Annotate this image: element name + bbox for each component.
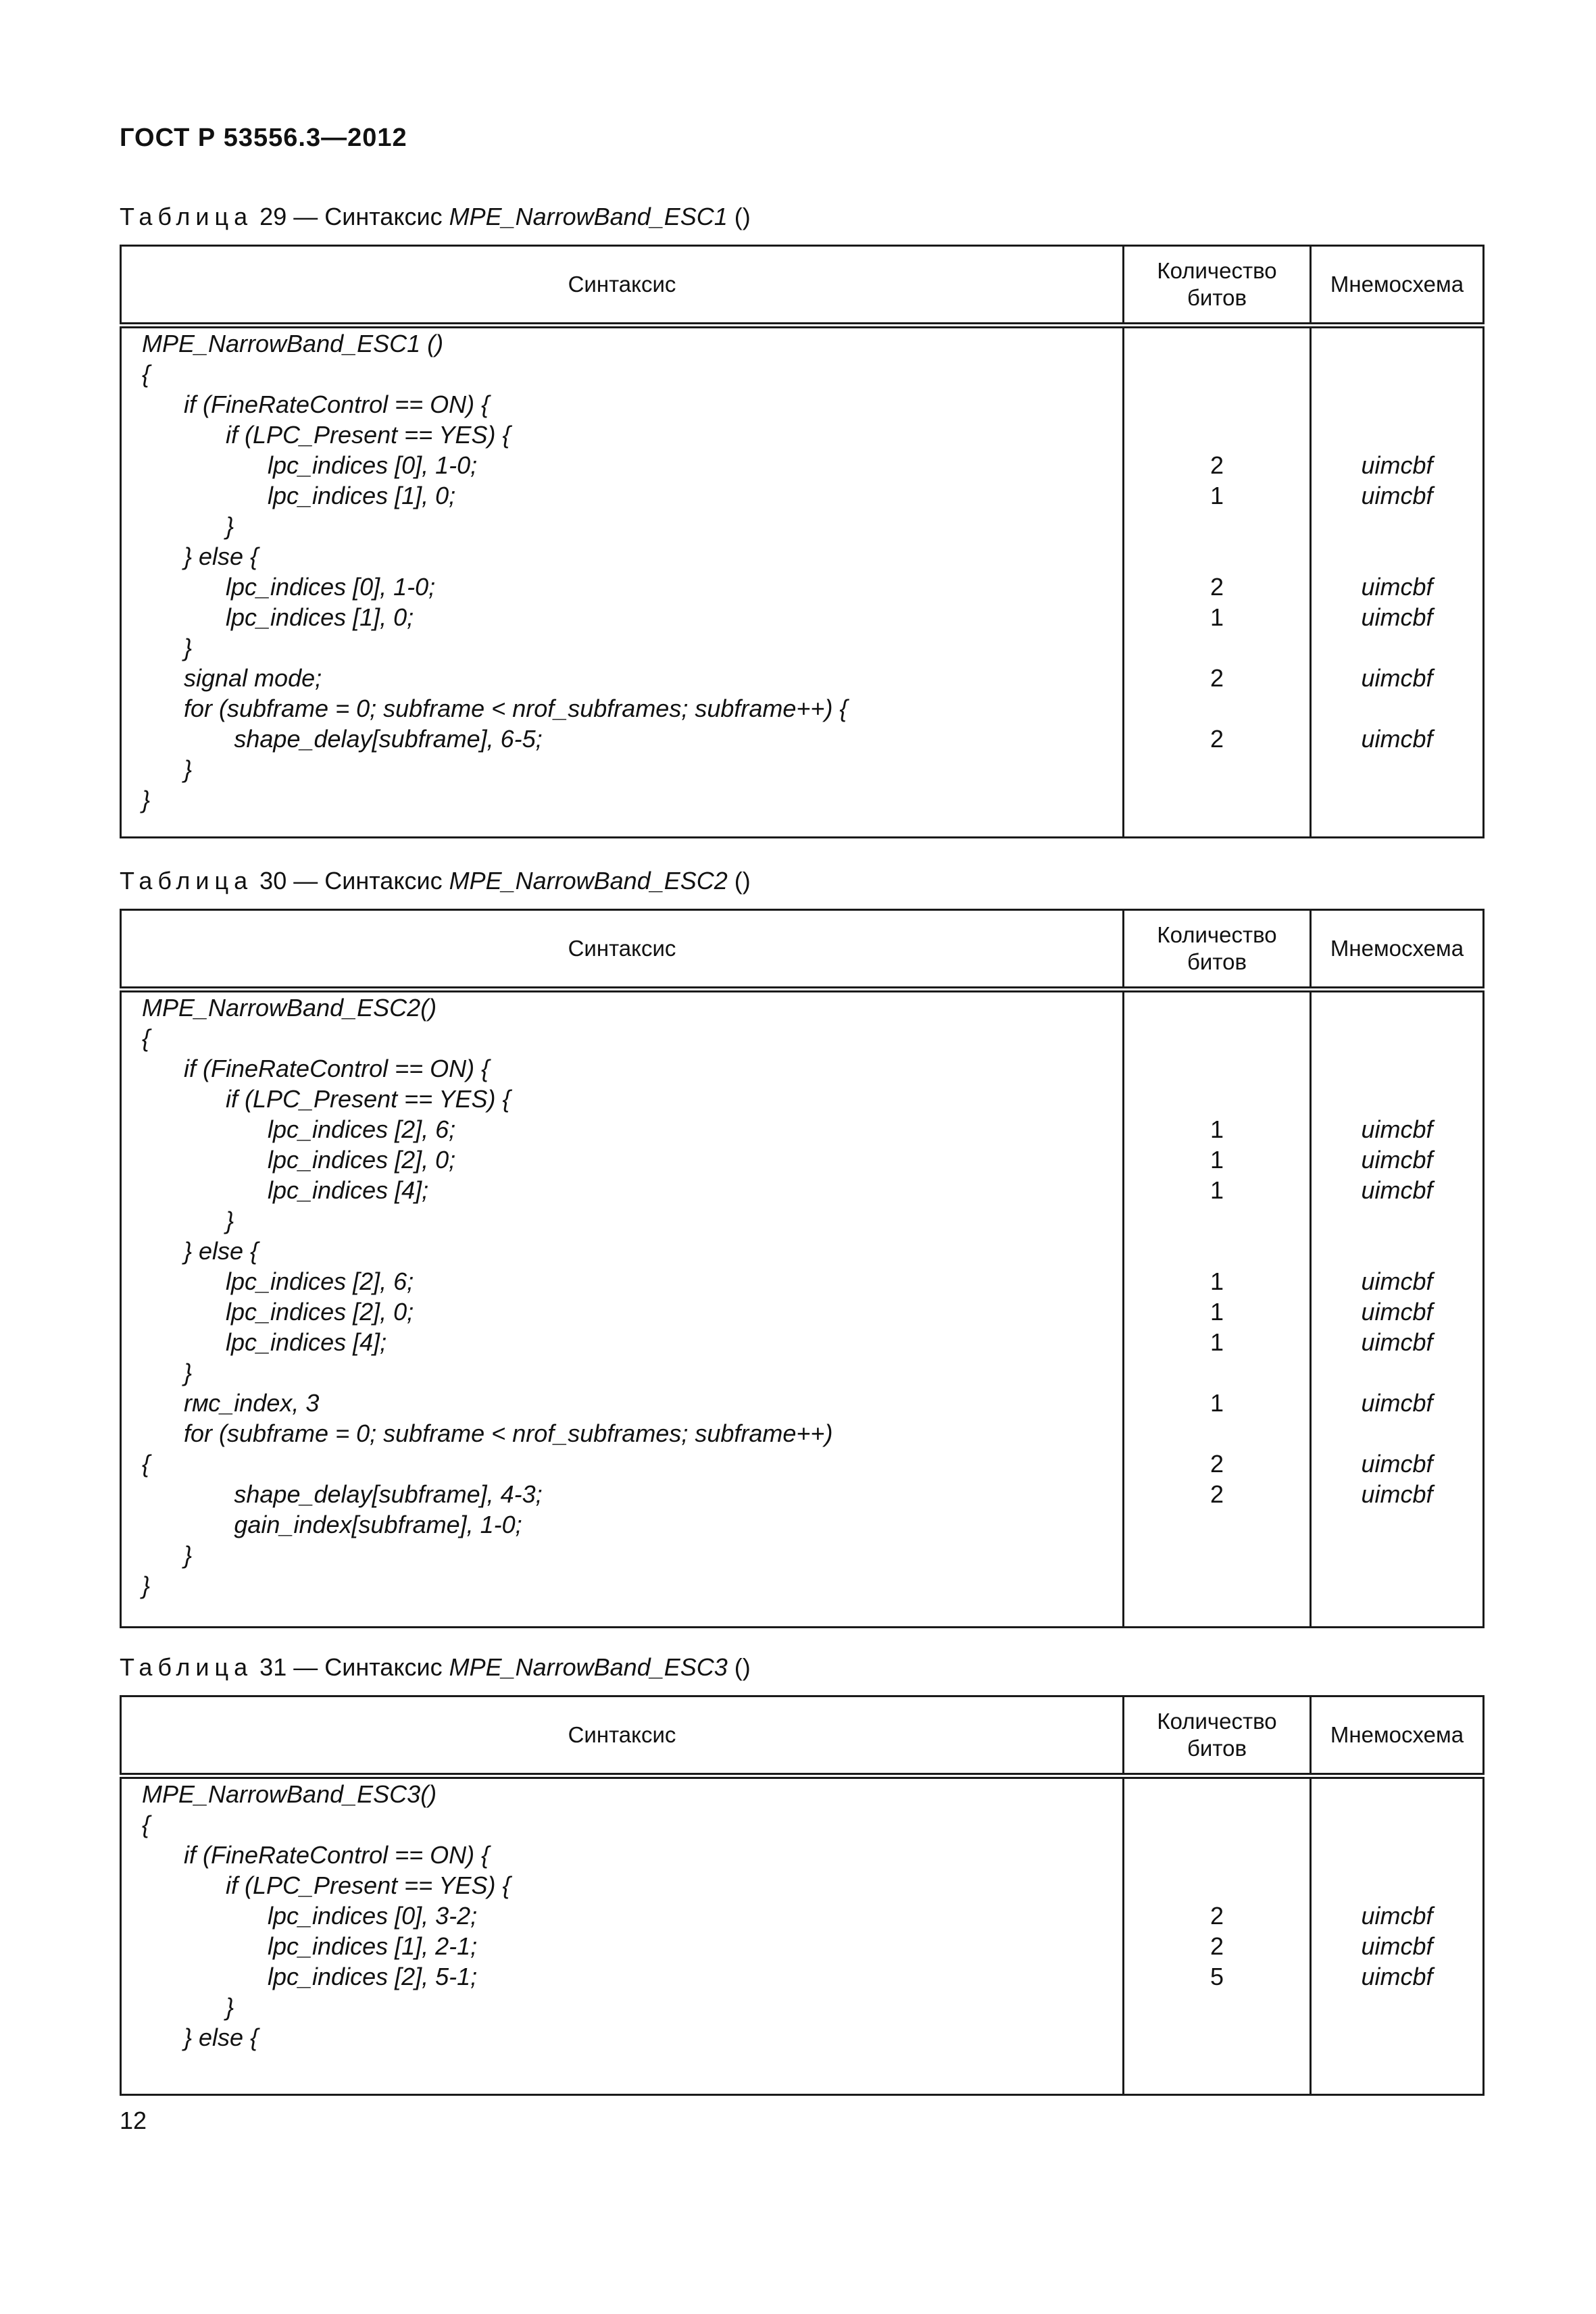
syntax-code-cell — [121, 990, 1124, 1628]
col-header-syntax: Синтаксис — [121, 910, 1124, 990]
code-line: { — [142, 1811, 151, 1838]
bits-value — [1124, 1084, 1310, 1114]
bits-value: 1 — [1210, 482, 1224, 509]
mnemonic-value — [1312, 784, 1482, 815]
mnemonic-value — [1312, 2022, 1482, 2053]
mnemonic-value — [1312, 1992, 1482, 2022]
code-line: } — [226, 1993, 234, 2021]
mnemonic-value — [1312, 1809, 1482, 1840]
code-line: lpc_indices [0], 3-2; — [268, 1902, 478, 1930]
code-line: lpc_indices [1], 2-1; — [268, 1932, 478, 1960]
bits-value — [1124, 1236, 1310, 1266]
caption-prefix: Таблица — [120, 867, 253, 895]
code-line: } — [184, 634, 193, 661]
bits-value — [1124, 1053, 1310, 1084]
mnemonic-value — [1312, 389, 1482, 420]
caption-name: MPE_NarrowBand_ESC1 — [449, 203, 728, 230]
mnemonic-value: uimcbf — [1361, 1902, 1433, 1930]
code-line: shape_delay[subframe], 4-3; — [234, 1480, 543, 1508]
bits-value — [1124, 784, 1310, 815]
code-line: } — [184, 1359, 193, 1386]
code-line: MPE_NarrowBand_ESC1 () — [142, 330, 444, 357]
bits-value — [1124, 1779, 1310, 1809]
code-line: if (LPC_Present == YES) { — [226, 1085, 511, 1113]
col-header-bits: Количество битов — [1124, 910, 1311, 990]
bits-value — [1124, 754, 1310, 784]
col-header-bits: Количество битов — [1124, 1696, 1311, 1776]
mnemonic-value: uimcbf — [1361, 1389, 1433, 1417]
code-line: lpc_indices [0], 1-0; — [268, 451, 478, 479]
syntax-table-30 — [120, 909, 1485, 1628]
bits-value: 1 — [1210, 603, 1224, 631]
mnemonic-value: uimcbf — [1361, 1328, 1433, 1356]
caption-number: 30 — [259, 867, 287, 895]
code-line: } — [226, 512, 234, 540]
code-line: for (subframe = 0; subframe < nrof_subframes; subframe++) { — [184, 695, 848, 722]
bits-value — [1124, 1509, 1310, 1540]
bits-value — [1124, 2022, 1310, 2053]
col-header-syntax: Синтаксис — [121, 1696, 1124, 1776]
bits-value: 2 — [1210, 1902, 1224, 1930]
col-header-bits: Количество битов — [1124, 246, 1311, 326]
mnemonic-value — [1312, 511, 1482, 541]
bits-value — [1124, 389, 1310, 420]
mnemonic-value — [1312, 1205, 1482, 1236]
caption-number: 29 — [259, 203, 287, 230]
mnemonic-value: uimcbf — [1361, 1932, 1433, 1960]
code-line: } — [142, 786, 151, 813]
code-line: } — [184, 755, 193, 783]
code-line: shape_delay[subframe], 6-5; — [234, 725, 543, 753]
bits-value — [1124, 541, 1310, 572]
mnemonic-value — [1312, 992, 1482, 1023]
mnemonic-cell — [1311, 1776, 1484, 2095]
bits-value: 1 — [1210, 1298, 1224, 1326]
caption-name: MPE_NarrowBand_ESC2 — [449, 867, 728, 895]
mnemonic-value — [1312, 1840, 1482, 1870]
code-line: lpc_indices [1], 0; — [268, 482, 456, 509]
bits-value — [1124, 992, 1310, 1023]
code-line: gain_index[subframe], 1-0; — [234, 1511, 522, 1538]
mnemonic-value — [1312, 1084, 1482, 1114]
bits-cell — [1124, 990, 1311, 1628]
mnemonic-value — [1312, 1023, 1482, 1053]
col-header-mnemonic: Мнемосхема — [1311, 910, 1484, 990]
mnemonic-cell — [1311, 990, 1484, 1628]
caption-dash: — Синтаксис — [286, 867, 449, 895]
code-line: } else { — [184, 1237, 259, 1265]
bits-value: 2 — [1210, 1480, 1224, 1508]
bits-value: 1 — [1210, 1115, 1224, 1143]
code-line: lpc_indices [2], 0; — [226, 1298, 414, 1326]
caption-dash: — Синтаксис — [286, 203, 449, 230]
bits-value: 1 — [1210, 1389, 1224, 1417]
table-31-caption — [120, 1653, 751, 1682]
caption-tail: () — [727, 1653, 751, 1681]
code-line: if (FineRateControl == ON) { — [184, 1055, 490, 1082]
mnemonic-value: uimcbf — [1361, 1176, 1433, 1204]
mnemonic-value — [1312, 328, 1482, 359]
code-line: rмс_index, 3 — [184, 1389, 320, 1417]
bits-value: 2 — [1210, 1932, 1224, 1960]
mnemonic-value: uimcbf — [1361, 664, 1433, 692]
code-line: if (FineRateControl == ON) { — [184, 1841, 490, 1869]
code-line: for (subframe = 0; subframe < nrof_subframes; subframe++) — [184, 1419, 833, 1447]
code-line: if (LPC_Present == YES) { — [226, 421, 511, 449]
code-line: } else { — [184, 2023, 259, 2051]
mnemonic-cell — [1311, 326, 1484, 838]
mnemonic-value: uimcbf — [1361, 573, 1433, 601]
mnemonic-value — [1312, 632, 1482, 663]
code-line: lpc_indices [4]; — [268, 1176, 429, 1204]
bits-value: 1 — [1210, 1176, 1224, 1204]
code-line: { — [142, 360, 151, 388]
code-line: MPE_NarrowBand_ESC3() — [142, 1780, 437, 1808]
code-line: MPE_NarrowBand_ESC2() — [142, 994, 437, 1022]
caption-prefix: Таблица — [120, 203, 253, 230]
bits-value — [1124, 1570, 1310, 1601]
code-line: if (FineRateControl == ON) { — [184, 391, 490, 418]
mnemonic-value: uimcbf — [1361, 1450, 1433, 1478]
bits-value — [1124, 1357, 1310, 1388]
bits-cell — [1124, 1776, 1311, 2095]
bits-value — [1124, 1023, 1310, 1053]
bits-value: 2 — [1210, 1450, 1224, 1478]
code-line: lpc_indices [2], 0; — [268, 1146, 456, 1174]
syntax-code-cell — [121, 1776, 1124, 2095]
syntax-table-31 — [120, 1695, 1485, 2096]
caption-tail: () — [727, 203, 751, 230]
bits-value: 2 — [1210, 664, 1224, 692]
bits-value — [1124, 420, 1310, 450]
bits-value — [1124, 1870, 1310, 1901]
bits-value: 5 — [1210, 1963, 1224, 1990]
mnemonic-value: uimcbf — [1361, 1115, 1433, 1143]
mnemonic-value — [1312, 1357, 1482, 1388]
code-line: } — [142, 1571, 151, 1599]
mnemonic-value: uimcbf — [1361, 1963, 1433, 1990]
bits-value — [1124, 359, 1310, 389]
bits-value — [1124, 1418, 1310, 1449]
code-line: { — [142, 1024, 151, 1052]
caption-dash: — Синтаксис — [286, 1653, 449, 1681]
mnemonic-value: uimcbf — [1361, 1146, 1433, 1174]
code-line: { — [142, 1450, 151, 1478]
bits-value — [1124, 1992, 1310, 2022]
bits-value: 2 — [1210, 725, 1224, 753]
code-line: } — [184, 1541, 193, 1569]
bits-value: 1 — [1210, 1328, 1224, 1356]
mnemonic-value — [1312, 693, 1482, 724]
mnemonic-value — [1312, 420, 1482, 450]
bits-value: 1 — [1210, 1146, 1224, 1174]
code-line: lpc_indices [2], 6; — [268, 1115, 456, 1143]
bits-value — [1124, 511, 1310, 541]
mnemonic-value: uimcbf — [1361, 725, 1433, 753]
code-line: signal mode; — [184, 664, 322, 692]
page-number: 12 — [120, 2107, 147, 2134]
mnemonic-value — [1312, 1570, 1482, 1601]
code-line: lpc_indices [4]; — [226, 1328, 387, 1356]
mnemonic-value — [1312, 1418, 1482, 1449]
mnemonic-value — [1312, 1870, 1482, 1901]
syntax-table-29 — [120, 245, 1485, 838]
col-header-mnemonic: Мнемосхема — [1311, 246, 1484, 326]
mnemonic-value: uimcbf — [1361, 451, 1433, 479]
mnemonic-value — [1312, 1236, 1482, 1266]
col-header-mnemonic: Мнемосхема — [1311, 1696, 1484, 1776]
mnemonic-value: uimcbf — [1361, 603, 1433, 631]
mnemonic-value — [1312, 1779, 1482, 1809]
col-header-syntax: Синтаксис — [121, 246, 1124, 326]
bits-value — [1124, 693, 1310, 724]
mnemonic-value: uimcbf — [1361, 1267, 1433, 1295]
bits-value — [1124, 1540, 1310, 1570]
code-line: if (LPC_Present == YES) { — [226, 1871, 511, 1899]
mnemonic-value: uimcbf — [1361, 1480, 1433, 1508]
code-line: lpc_indices [0], 1-0; — [226, 573, 436, 601]
code-line: lpc_indices [2], 6; — [226, 1267, 414, 1295]
code-line: lpc_indices [1], 0; — [226, 603, 414, 631]
bits-value: 2 — [1210, 451, 1224, 479]
caption-number: 31 — [259, 1653, 287, 1681]
mnemonic-value — [1312, 1540, 1482, 1570]
document-header: ГОСТ Р 53556.3—2012 — [120, 124, 407, 152]
mnemonic-value: uimcbf — [1361, 1298, 1433, 1326]
mnemonic-value — [1312, 1053, 1482, 1084]
mnemonic-value — [1312, 1509, 1482, 1540]
table-29-caption — [120, 203, 751, 231]
table-30-caption — [120, 867, 751, 895]
code-line: } else { — [184, 543, 259, 570]
bits-cell — [1124, 326, 1311, 838]
bits-value — [1124, 1840, 1310, 1870]
bits-value — [1124, 1205, 1310, 1236]
caption-prefix: Таблица — [120, 1653, 253, 1681]
code-line: } — [226, 1207, 234, 1234]
bits-value — [1124, 328, 1310, 359]
mnemonic-value: uimcbf — [1361, 482, 1433, 509]
mnemonic-value — [1312, 541, 1482, 572]
mnemonic-value — [1312, 754, 1482, 784]
bits-value — [1124, 1809, 1310, 1840]
mnemonic-value — [1312, 359, 1482, 389]
code-line: lpc_indices [2], 5-1; — [268, 1963, 478, 1990]
syntax-code-cell — [121, 326, 1124, 838]
caption-tail: () — [727, 867, 751, 895]
bits-value — [1124, 632, 1310, 663]
bits-value: 1 — [1210, 1267, 1224, 1295]
caption-name: MPE_NarrowBand_ESC3 — [449, 1653, 728, 1681]
bits-value: 2 — [1210, 573, 1224, 601]
